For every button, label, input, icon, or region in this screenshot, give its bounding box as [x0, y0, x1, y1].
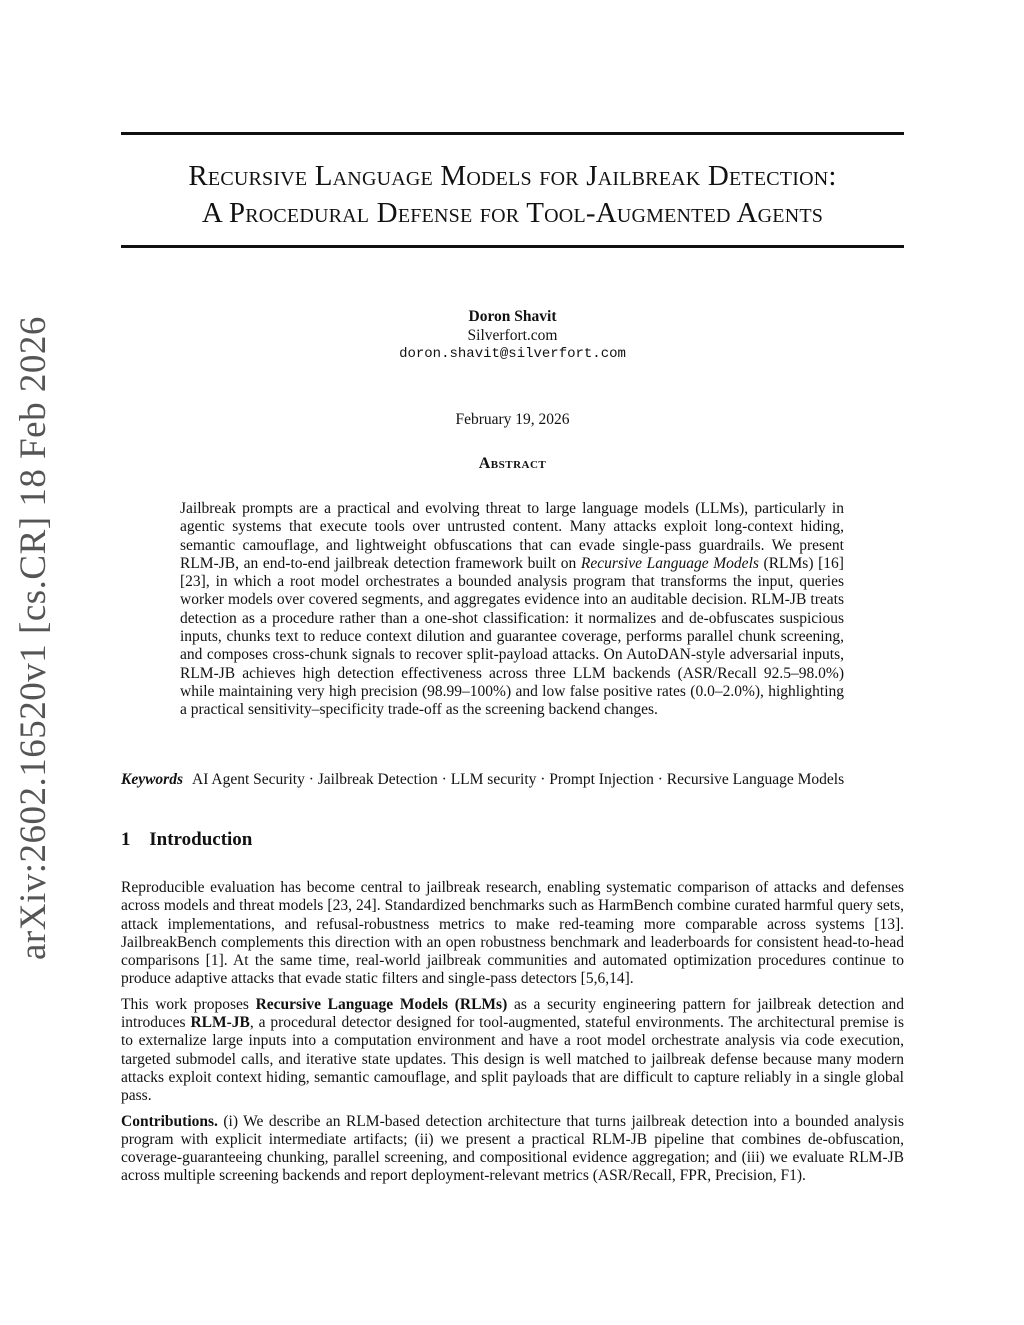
paper-title	[121, 158, 904, 232]
intro-p2-text-a: This work proposes	[121, 995, 256, 1013]
intro-p2-text-c: , a procedural detector designed for tool-augmented, stateful environments. The architectural premise is to externalize large inputs into a computation environment and have a root model orchestrate analysis via code execution, targeted submodel calls, and iterative state updates. This design is well matched to jailbreak defense because many modern attacks exploit context hiding, semantic camouflage, and split payloads that are difficult to capture reliably in a single global pass.	[121, 1014, 904, 1105]
title-bottom-rule	[121, 245, 904, 248]
author-affiliation: Silverfort.com	[467, 327, 558, 344]
section-number: 1	[121, 829, 131, 850]
keywords-text: AI Agent Security · Jailbreak Detection · LLM security · Prompt Injection · Recursive Language Models	[192, 771, 845, 788]
section-heading-introduction	[121, 829, 252, 851]
abstract-text-2: (RLMs) [16] [23], in which a root model orchestrates a bounded analysis program that transforms the input, queries worker models over covered segments, and aggregates evidence into an auditable decision. RLM-JB treats detection as a procedure rather than a one-shot classification: it normalizes and de-obfuscates suspicious inputs, chunks text to reduce context dilution and guarantee coverage, performs parallel chunk screening, and composes cross-chunk signals to recover split-payload attacks. On AutoDAN-style adversarial inputs, RLM-JB achieves high detection effectiveness across three LLM backends (ASR/Recall 92.5–98.0%) while maintaining very high precision (98.99–100%) and low false positive rates (0.0–2.0%), highlighting a practical sensitivity–specificity trade-off as the screening backend changes.	[180, 554, 844, 719]
keywords-label: Keywords	[121, 771, 183, 788]
author-block	[121, 307, 904, 364]
author-name: Doron Shavit	[468, 308, 557, 325]
intro-paragraph-1: Reproducible evaluation has become central to jailbreak research, enabling systematic comparison of attacks and defenses across models and threat models [23, 24]. Standardized benchmarks such as HarmBench combine curated harmful query sets, attack implementations, and refusal-robustness metrics to make red-teaming more comparable across systems [13]. JailbreakBench complements this direction with an open robustness benchmark and leaderboards for consistent head-to-head comparisons [1]. At the same time, real-world jailbreak communities and automated optimization procedures continue to produce adaptive attacks that evade static filters and single-pass detectors [5,6,14].	[121, 879, 904, 988]
introduction-body	[121, 879, 904, 1193]
intro-p2-bold-rlmjb: RLM-JB	[190, 1014, 250, 1032]
title-top-rule	[121, 132, 904, 135]
abstract-text-1: Jailbreak prompts are a practical and evolving threat to large language models (LLMs), particularly in agentic systems that execute tools over untrusted content. Many attacks exploit long-context hiding, semantic camouflage, and lightweight obfuscations that can evade single-pass guardrails. We present RLM-JB, an end-to-end jailbreak detection framework built on	[180, 500, 844, 572]
intro-paragraph-3	[121, 1113, 904, 1186]
title-line-2: A Procedural Defense for Tool-Augmented Agents	[201, 197, 824, 229]
intro-paragraph-2	[121, 996, 904, 1106]
contributions-label: Contributions.	[121, 1112, 218, 1130]
contributions-text: (i) We describe an RLM-based detection architecture that turns jailbreak detection into a bounded analysis program with explicit intermediate artifacts; (ii) we present a practical RLM-JB pipeline that combines de-obfuscation, coverage-guaranteeing chunking, parallel screening, and compositional evidence aggregation; and (iii) we evaluate RLM-JB across multiple screening backends and report deployment-relevant metrics (ASR/Recall, FPR, Precision, F1).	[121, 1112, 904, 1185]
title-line-1: Recursive Language Models for Jailbreak Detection:	[188, 160, 837, 192]
keywords-line	[121, 770, 904, 789]
intro-p2-bold-rlms: Recursive Language Models (RLMs)	[255, 995, 508, 1013]
author-email[interactable]: doron.shavit@silverfort.com	[399, 346, 626, 362]
abstract-heading: Abstract	[478, 455, 547, 472]
arxiv-identifier: arXiv:2602.16520v1 [cs.CR] 18 Feb 2026	[13, 316, 54, 960]
paper-date: February 19, 2026	[455, 411, 570, 428]
section-title: Introduction	[149, 829, 253, 850]
abstract-body	[180, 500, 844, 720]
abstract-italic-term: Recursive Language Models	[580, 554, 759, 572]
intro-p2-text-b: as a security engineering pattern for jailbreak detection and introduces	[121, 995, 904, 1032]
